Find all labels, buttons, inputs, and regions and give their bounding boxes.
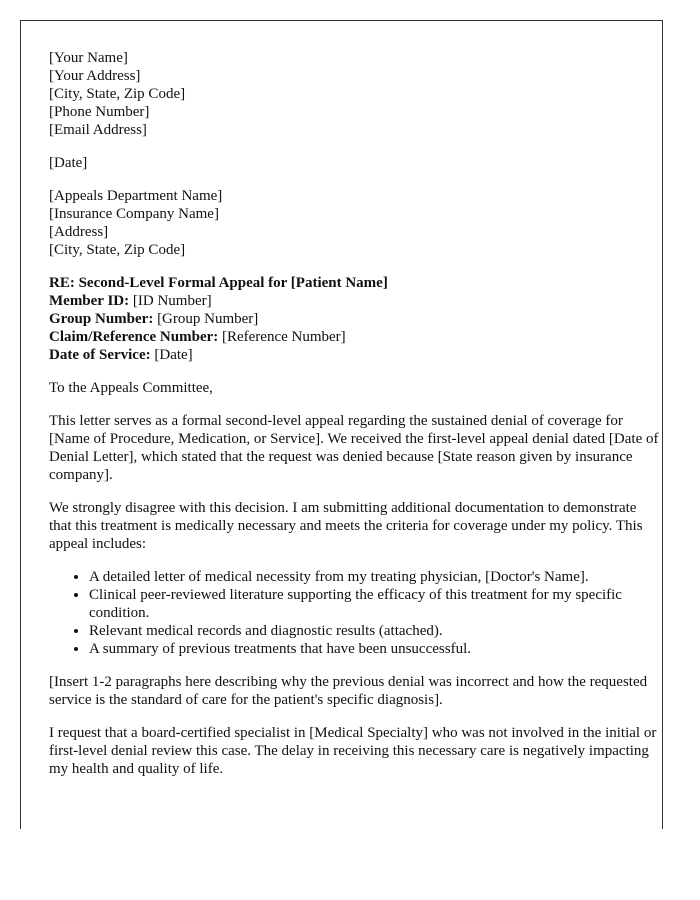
list-item: • A detailed letter of medical necessity from my treating physician, [Doctor's Name]. [89, 568, 662, 586]
recipient-block [49, 187, 662, 259]
field-value: [Group Number] [153, 311, 259, 327]
field-label: Member ID: [49, 293, 130, 309]
member-id [49, 292, 662, 310]
claim-number [49, 328, 662, 346]
sender-block [49, 49, 662, 139]
recipient-company: [Insurance Company Name] [49, 206, 219, 222]
field-value: [Reference Number] [218, 329, 346, 345]
recipient-city: [City, State, Zip Code] [49, 242, 186, 258]
date-of-service [49, 346, 662, 364]
salutation: To the Appeals Committee, [49, 380, 213, 396]
includes-list [49, 568, 662, 658]
recipient-address: [Address] [49, 224, 109, 240]
sender-name: [Your Name] [49, 50, 128, 66]
re-subject: RE: Second-Level Formal Appeal for [Patient Name] [49, 275, 388, 291]
list-item: • A summary of previous treatments that have been unsuccessful. [89, 640, 662, 658]
sender-city: [City, State, Zip Code] [49, 86, 186, 102]
group-number [49, 310, 662, 328]
list-item: • Relevant medical records and diagnostic results (attached). [89, 622, 662, 640]
body-paragraph: This letter serves as a formal second-level appeal regarding the sustained denial of coverage for [Name of Procedure, Medication, or Service]. We received the first-level appeal denial dated [Date of Denial Letter], which stated that the request was denied because [State reason given by insurance company]. [49, 413, 659, 483]
field-label: Date of Service: [49, 347, 151, 363]
body-paragraph: [Insert 1-2 paragraphs here describing why the previous denial was incorrect and how the requested service is the standard of care for the patient's specific diagnosis]. [49, 674, 648, 708]
letter-page [20, 20, 663, 829]
reference-block [49, 274, 662, 364]
sender-address: [Your Address] [49, 68, 141, 84]
recipient-department: [Appeals Department Name] [49, 188, 223, 204]
sender-phone: [Phone Number] [49, 104, 150, 120]
body-paragraph: I request that a board-certified specialist in [Medical Specialty] who was not involved in the initial or first-level denial review this case. The delay in receiving this necessary care is negatively impacting my health and quality of life. [49, 725, 657, 777]
field-label: Group Number: [49, 311, 154, 327]
field-value: [Date] [150, 347, 193, 363]
field-value: [ID Number] [129, 293, 212, 309]
field-label: Claim/Reference Number: [49, 329, 219, 345]
body-paragraph: We strongly disagree with this decision. I am submitting additional documentation to demonstrate that this treatment is medically necessary and meets the criteria for coverage under my policy. This appeal includes: [49, 500, 643, 552]
letter-date: [Date] [49, 155, 88, 171]
sender-email: [Email Address] [49, 122, 147, 138]
list-item: • Clinical peer-reviewed literature supporting the efficacy of this treatment for my specific condition. [89, 586, 662, 622]
